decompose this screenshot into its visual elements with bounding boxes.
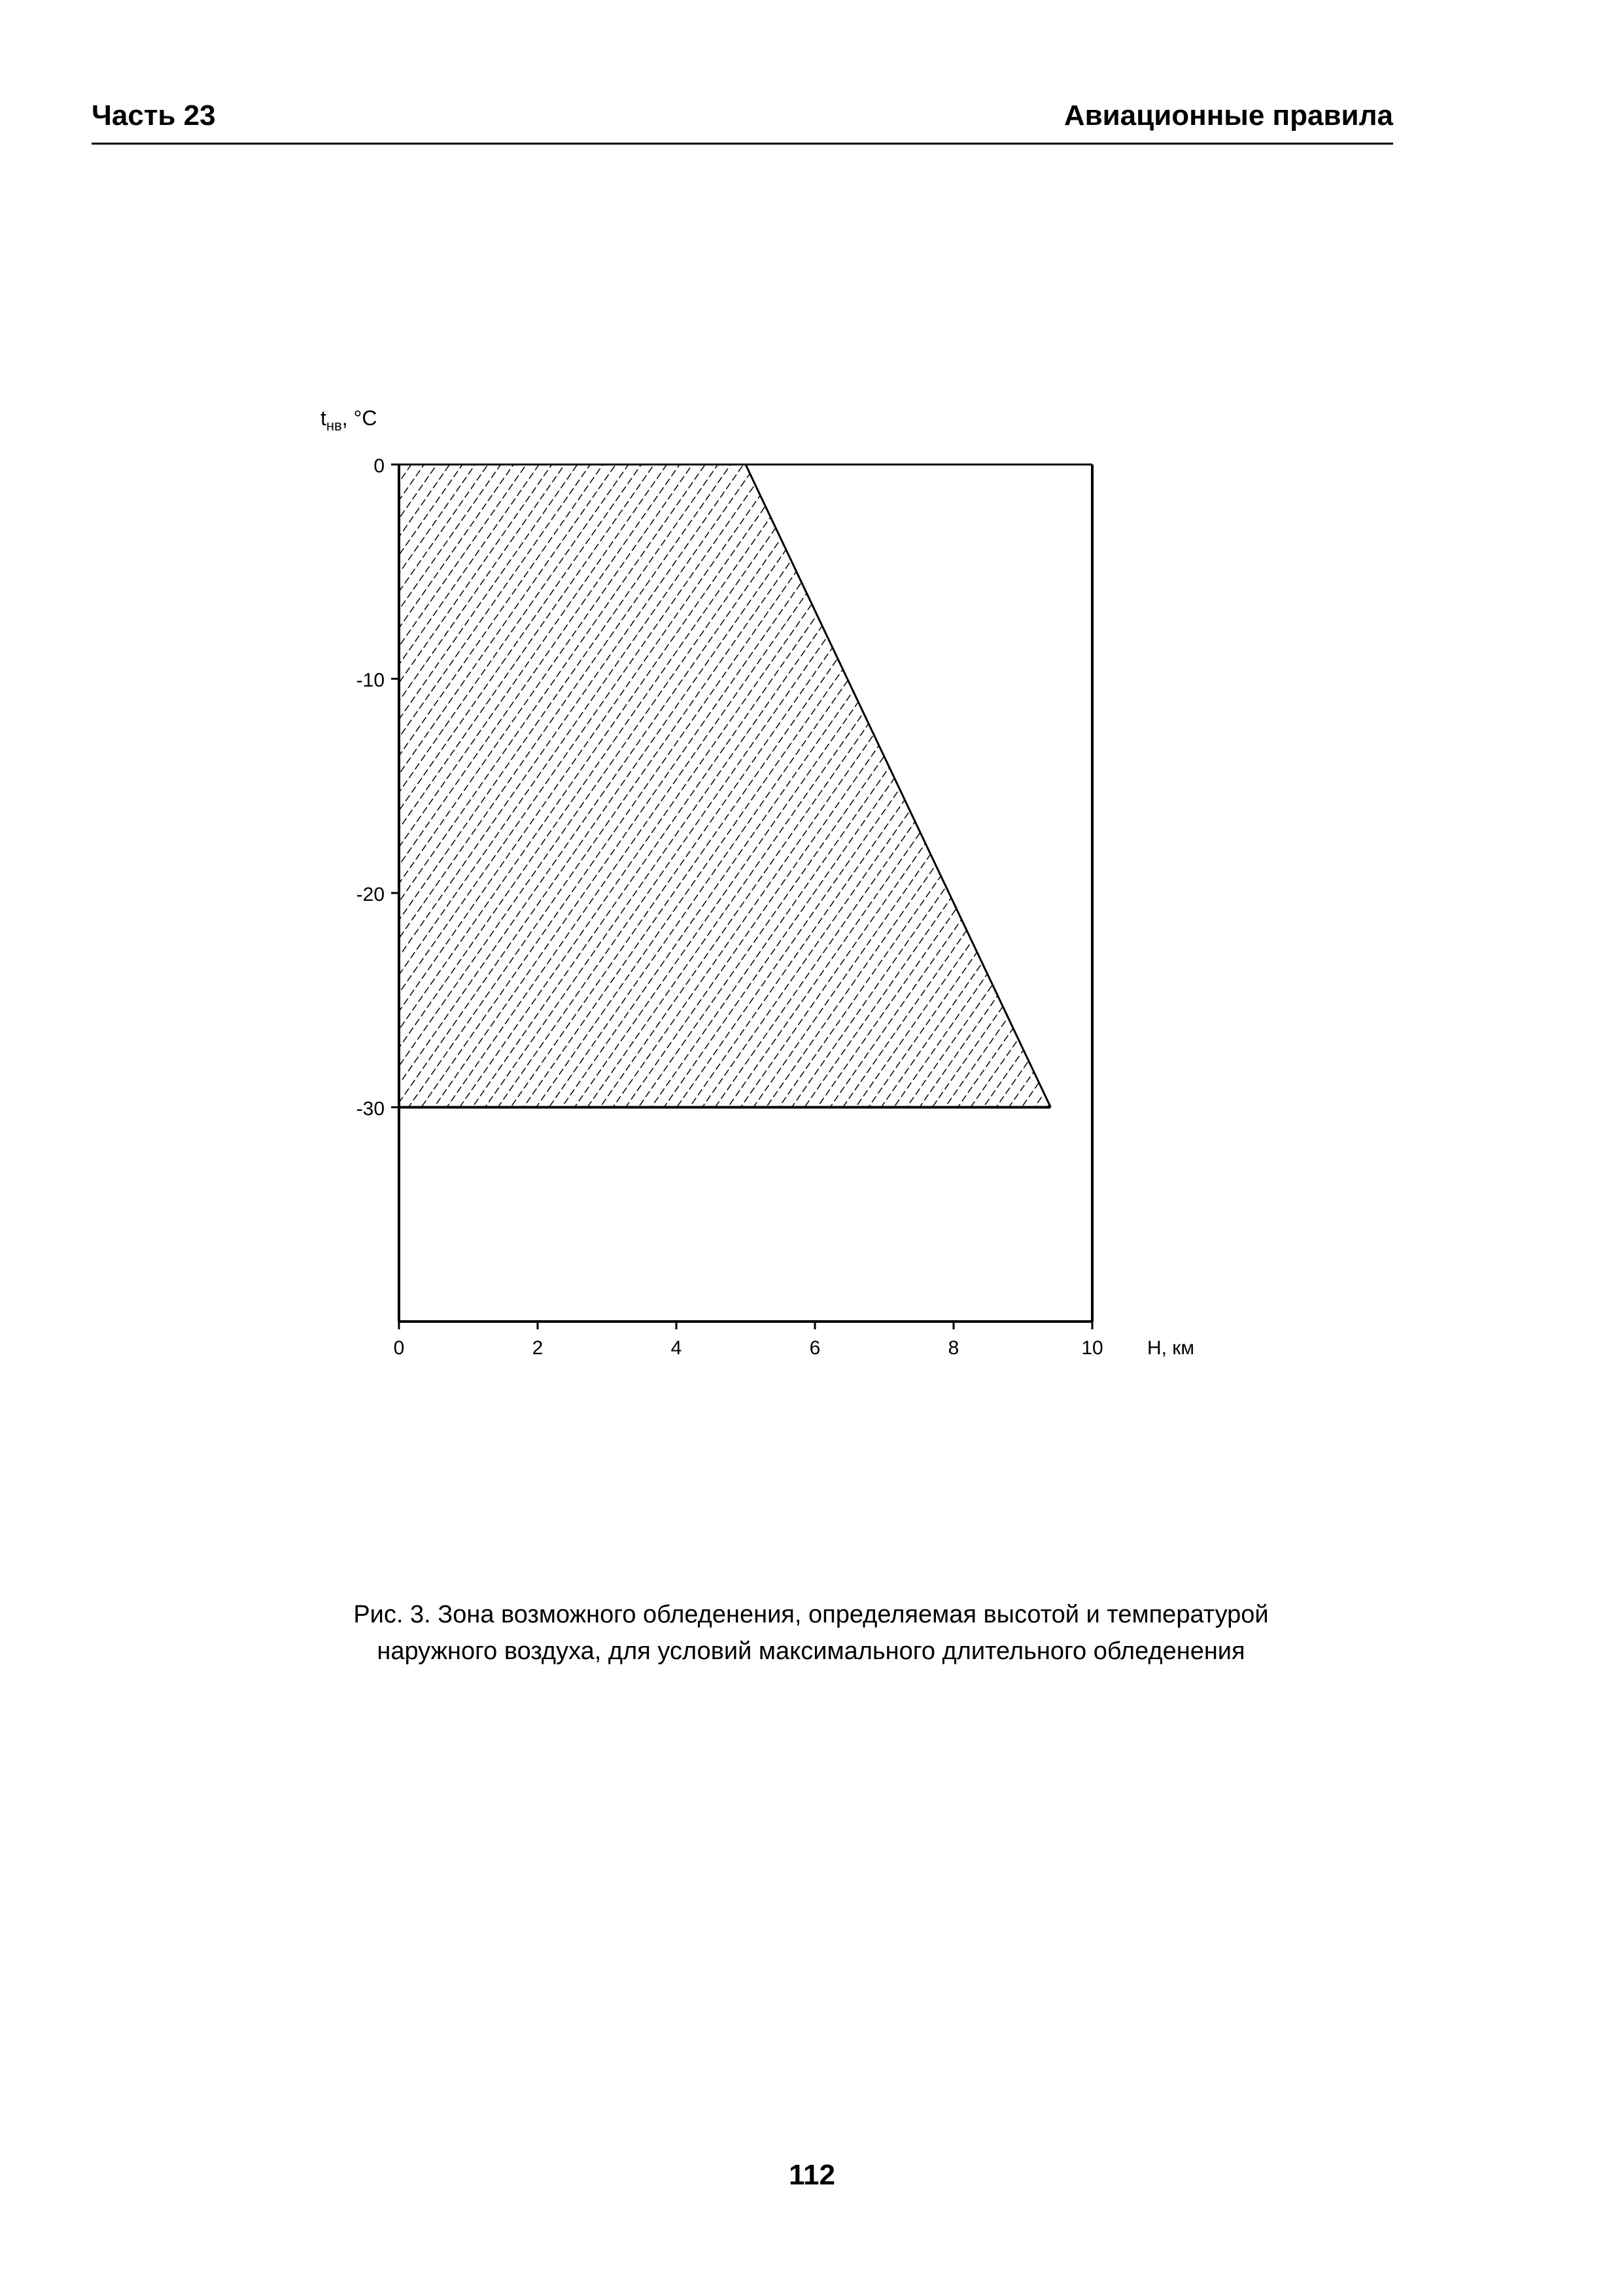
caption-line-1: Рис. 3. Зона возможного обледенения, определяемая высотой и температурой <box>353 1601 1269 1628</box>
icing-zone-area <box>399 464 1050 1108</box>
y-tick-label: -10 <box>356 669 385 692</box>
page-number: 112 <box>789 2159 835 2191</box>
y-axis-label: $t_{нв}$, °C <box>320 406 377 434</box>
y-tick-label: 0 <box>373 455 385 477</box>
x-tick-label: 10 <box>1081 1337 1103 1359</box>
x-tick-label: 2 <box>532 1337 544 1359</box>
header-part-label: Часть 23 <box>92 99 216 131</box>
x-tick-label: 8 <box>948 1337 959 1359</box>
header-rule <box>92 143 1393 145</box>
x-tick-label: 4 <box>670 1337 682 1359</box>
x-axis-label: H, км <box>1147 1337 1195 1359</box>
x-tick-label: 0 <box>393 1337 405 1359</box>
page-header <box>92 99 1393 145</box>
icing-zone-chart <box>288 366 1269 1387</box>
y-tick-label: -30 <box>356 1098 385 1120</box>
caption-line-2: наружного воздуха, для условий максимального длительного обледенения <box>377 1638 1245 1665</box>
header-doc-title: Авиационные правила <box>1063 99 1393 131</box>
x-tick-label: 6 <box>809 1337 821 1359</box>
y-tick-label: -20 <box>356 884 385 905</box>
figure-caption <box>157 1596 1465 1670</box>
